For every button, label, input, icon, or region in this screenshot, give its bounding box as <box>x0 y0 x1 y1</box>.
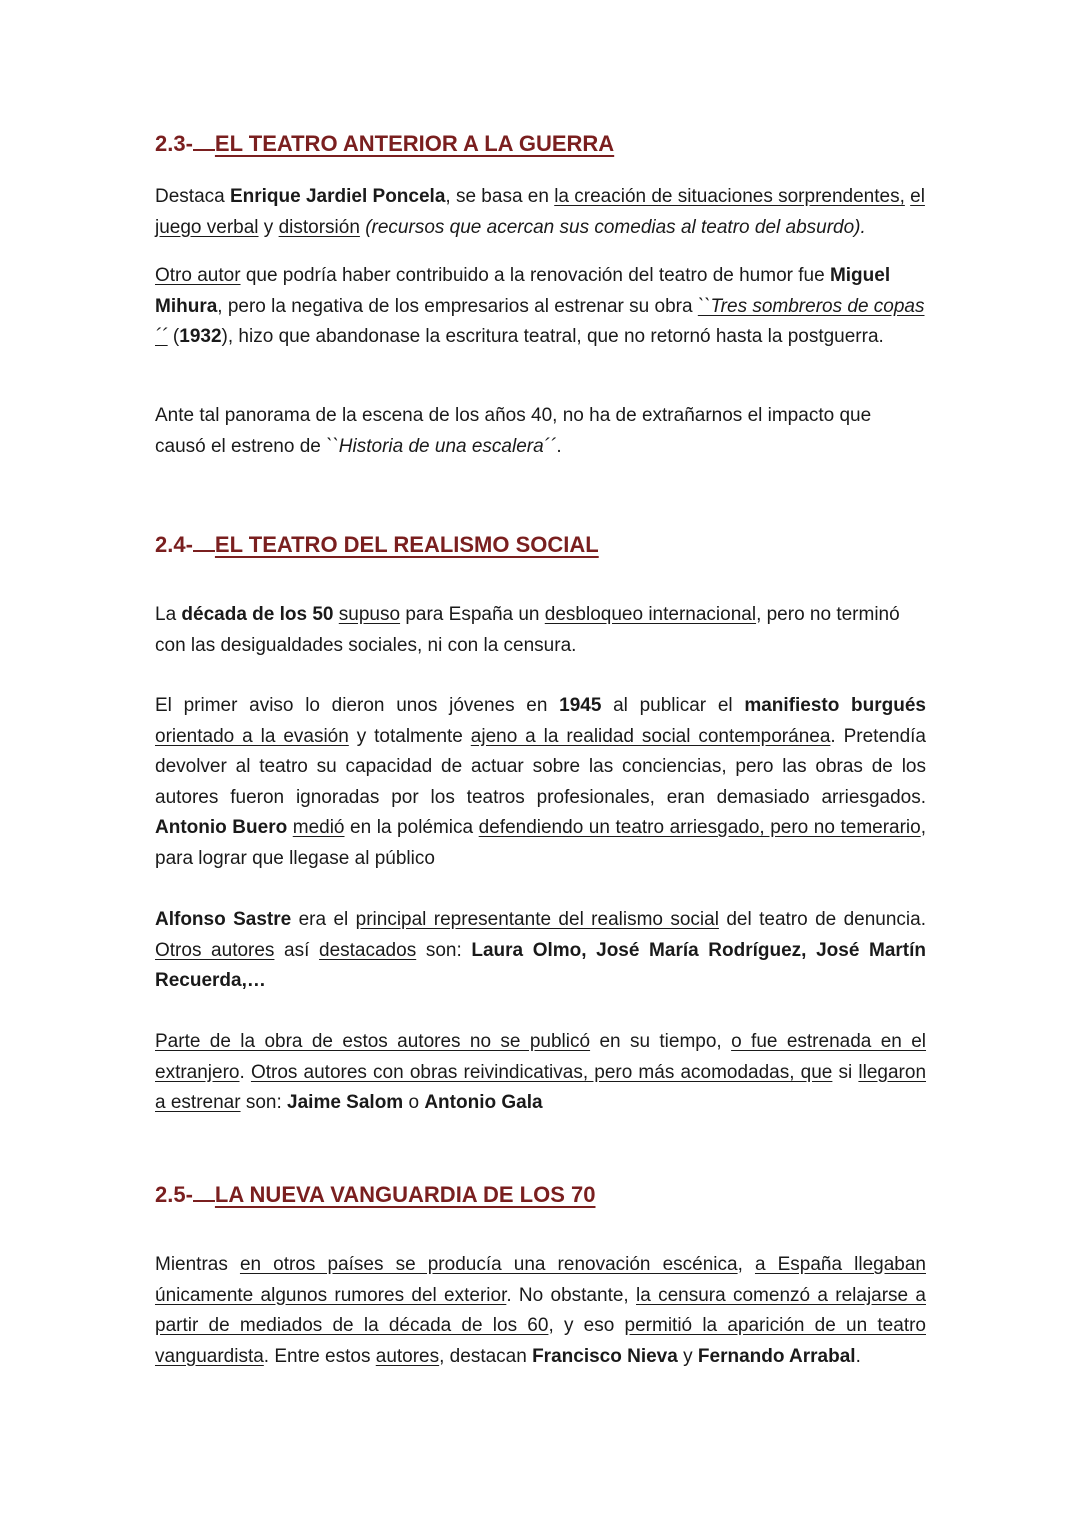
paragraph-primer-aviso <box>155 691 926 874</box>
text-run: , destacan <box>439 1345 533 1367</box>
text-run: principal representante del realismo social <box>355 909 719 930</box>
text-run: desbloqueo internacional <box>544 604 757 625</box>
text-run: Miguel Mihura <box>155 265 891 317</box>
section-heading-2-3 <box>155 131 614 157</box>
paragraph-sastre <box>155 905 926 997</box>
text-run: llegaron a estrenar <box>155 1061 927 1113</box>
text-run: , <box>737 1254 755 1275</box>
text-run: al publicar el <box>601 695 745 716</box>
text-run: son: <box>240 1092 288 1113</box>
text-run: Antonio Gala <box>424 1092 543 1113</box>
section-number: 2.3- <box>155 131 193 156</box>
text-run: Enrique Jardiel Poncela <box>229 186 446 207</box>
text-run: . Pretendía devolver al teatro su capacidad de actuar sobre las conciencias, pero las obras de los autores fueron ignoradas por los teatros profesionales, eran demasiado arriesgados. <box>155 725 926 808</box>
text-run: medió <box>292 817 345 838</box>
text-run: ``Historia de una escalera´´ <box>326 435 557 457</box>
text-run: ( <box>167 326 180 347</box>
text-run: la censura comenzó a relajarse a partir de mediados de la década de los 60 <box>155 1284 926 1336</box>
section-title: EL TEATRO DEL REALISMO SOCIAL <box>214 532 599 557</box>
text-run: Otros autores con obras reivindicativas, pero más acomodadas, que <box>250 1061 833 1083</box>
text-run: . <box>855 1345 861 1367</box>
text-run: supuso <box>338 604 401 625</box>
text-run: si <box>832 1061 859 1083</box>
section-title: LA NUEVA VANGUARDIA DE LOS 70 <box>214 1182 596 1207</box>
text-run: Francisco Nieva <box>532 1345 678 1367</box>
text-run: La <box>155 604 182 625</box>
text-run: o fue estrenada en el extranjero <box>155 1031 927 1083</box>
text-run: ``Tres sombreros de copas´´ <box>155 295 925 347</box>
section-title: EL TEATRO ANTERIOR A LA GUERRA <box>214 131 615 156</box>
text-run: Parte de la obra de estos autores no se publicó <box>155 1031 591 1052</box>
text-run: Otro autor <box>155 265 241 286</box>
section-heading-2-5 <box>155 1182 595 1208</box>
text-run: . No obstante, <box>506 1284 636 1306</box>
text-run: Jaime Salom <box>287 1092 404 1113</box>
text-run: orientado a la evasión <box>155 725 349 747</box>
text-run: son: <box>416 939 472 961</box>
text-run: en otros países se producía una renovación escénica <box>239 1254 738 1275</box>
text-run: ), hizo que abandonase la escritura teatral, que no retornó hasta la postguerra. <box>221 326 884 347</box>
text-run: Mientras <box>155 1254 240 1275</box>
text-run: y <box>677 1345 698 1367</box>
section-number: 2.5- <box>155 1182 193 1207</box>
text-run: autores <box>375 1345 440 1367</box>
text-run: . <box>556 435 562 457</box>
text-run: , se basa en <box>445 186 555 207</box>
text-run: El primer aviso lo dieron unos jóvenes en <box>155 695 560 716</box>
text-run: en la polémica <box>344 817 479 838</box>
paragraph-panorama <box>155 401 926 462</box>
text-run: era el <box>291 909 356 930</box>
text-run: década de los 50 <box>181 604 334 625</box>
text-run: , pero no terminó con las desigualdades sociales, ni con la censura. <box>155 604 900 656</box>
heading-underline-gap <box>193 549 215 552</box>
text-run: para España un <box>400 604 545 625</box>
text-run: . <box>239 1061 251 1083</box>
text-run: y totalmente <box>348 725 471 747</box>
text-run: a España llegaban únicamente algunos rumores del exterior <box>155 1254 926 1306</box>
text-run: en su tiempo, <box>590 1031 732 1052</box>
text-run: la creación de situaciones sorprendentes, <box>554 186 905 207</box>
paragraph-vanguardia <box>155 1250 926 1372</box>
text-run: (recursos que acercan sus comedias al teatro del absurdo). <box>365 216 866 238</box>
text-run: , pero la negativa de los empresarios al estrenar su obra <box>217 295 698 317</box>
text-run: , y eso <box>548 1315 625 1336</box>
text-run: el juego verbal <box>155 186 925 238</box>
text-run: distorsión <box>278 216 360 238</box>
text-run: 1932 <box>179 326 222 347</box>
text-run: Fernando Arrabal <box>697 1345 856 1367</box>
text-run: así <box>274 939 320 961</box>
heading-underline-gap <box>193 1199 215 1202</box>
text-run: Ante tal panorama de la escena de los años 40, no ha de extrañarnos el impacto que causó el estreno de <box>155 405 872 457</box>
paragraph-obra-autores <box>155 1027 926 1119</box>
text-run: Otros autores <box>155 939 275 961</box>
paragraph-mihura <box>155 261 926 353</box>
text-run: 1945 <box>559 695 602 716</box>
text-run: Antonio Buero <box>155 817 288 838</box>
text-run: Laura Olmo, José María Rodríguez, José Martín Recuerda,… <box>155 939 926 991</box>
text-run: permitió la aparición de un teatro vanguardista <box>155 1315 926 1367</box>
text-run: Destaca <box>155 186 230 207</box>
text-run: manifiesto burgués <box>744 695 926 716</box>
section-number: 2.4- <box>155 532 193 557</box>
text-run: defendiendo un teatro arriesgado, pero no temerario <box>478 817 921 838</box>
section-heading-2-4 <box>155 532 599 558</box>
text-run: . Entre estos <box>263 1345 376 1367</box>
heading-underline-gap <box>193 148 215 151</box>
paragraph-decada-50 <box>155 600 926 661</box>
text-run: que podría haber contribuido a la renovación del teatro de humor fue <box>240 265 830 286</box>
text-run: del teatro de denuncia. <box>718 909 926 930</box>
text-run: o <box>403 1092 425 1113</box>
text-run: y <box>258 216 279 238</box>
text-run: Alfonso Sastre <box>155 909 292 930</box>
text-run: , para lograr que llegase al público <box>155 817 926 869</box>
paragraph-jardiel <box>155 182 926 243</box>
text-run: destacados <box>319 939 417 961</box>
text-run: ajeno a la realidad social contemporánea <box>470 725 831 747</box>
